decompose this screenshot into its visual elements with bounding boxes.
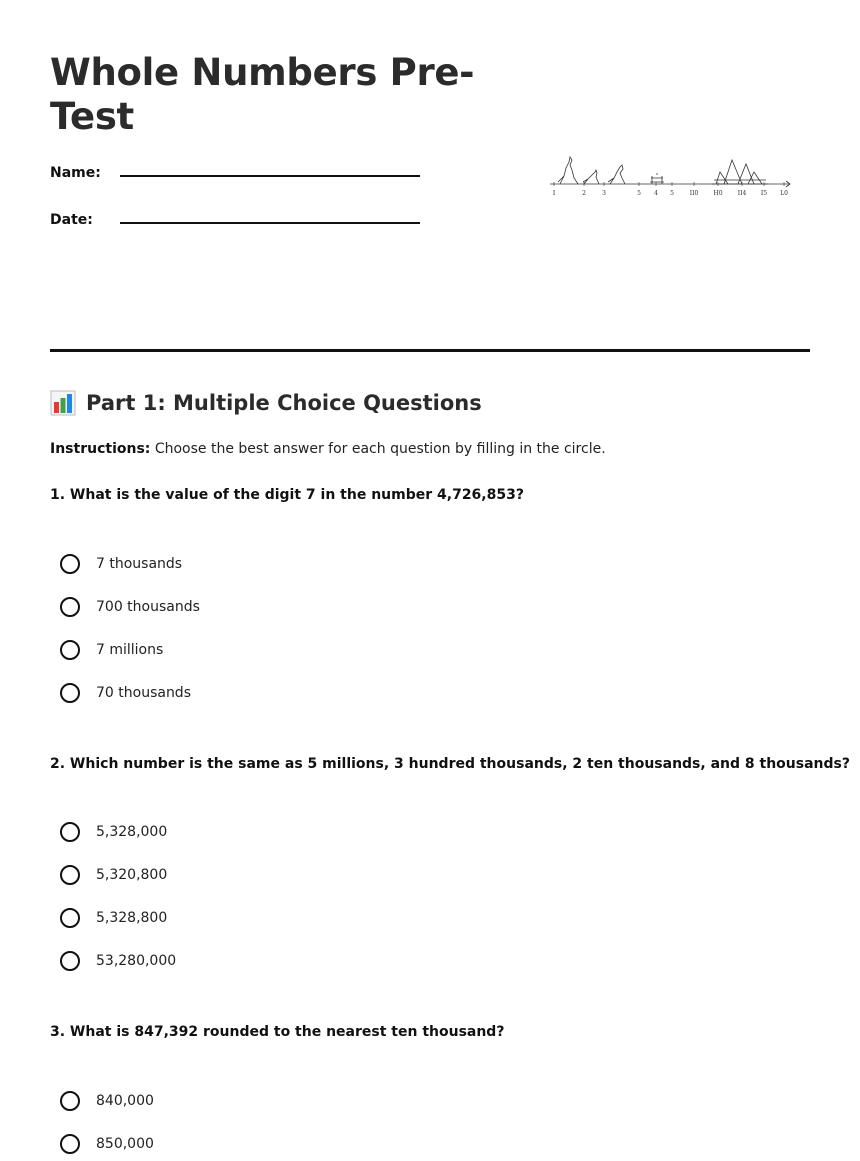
name-label: Name: (50, 165, 101, 181)
option-label: 7 thousands (96, 556, 183, 572)
bar-blue (67, 394, 72, 413)
tick-label: I (552, 190, 556, 197)
tick-label: 5 (670, 190, 674, 197)
option-label: 5,328,000 (96, 824, 168, 840)
tick-label: 2 (582, 190, 586, 197)
question-1: 1. What is the value of the digit 7 in the number 4,726,853? (50, 487, 524, 503)
q1-option-2[interactable] (60, 594, 200, 620)
radio-circle[interactable] (60, 822, 80, 842)
radio-circle[interactable] (60, 554, 80, 574)
radio-circle[interactable] (60, 951, 80, 971)
name-input-line[interactable] (120, 175, 420, 177)
tick-label: H0 (713, 190, 723, 197)
section-heading (50, 390, 482, 416)
radio-circle[interactable] (60, 908, 80, 928)
page-title: Whole Numbers Pre-Test (50, 51, 475, 138)
q2-option-4[interactable] (60, 948, 176, 974)
section-title-text: Part 1: Multiple Choice Questions (86, 391, 482, 415)
q1-option-4[interactable] (60, 680, 191, 706)
kangaroo-icon (608, 165, 625, 184)
tick-label: II4 (737, 190, 747, 197)
opera-house-icon (712, 160, 768, 184)
instructions (50, 441, 606, 457)
tick-label: 5 (637, 190, 641, 197)
number-line-illustration (548, 148, 794, 204)
radio-circle[interactable] (60, 597, 80, 617)
radio-circle[interactable] (60, 1134, 80, 1154)
question-2: 2. Which number is the same as 5 millions, 3 hundred thousands, 2 ten thousands, and 8 thousands? (50, 756, 850, 772)
option-label: 5,328,800 (96, 910, 168, 926)
option-label: 850,000 (96, 1136, 154, 1152)
tick-label: 3 (602, 190, 606, 197)
date-input-line[interactable] (120, 222, 420, 224)
section-divider (50, 349, 810, 352)
option-label: 840,000 (96, 1093, 154, 1109)
q1-option-1[interactable] (60, 551, 182, 577)
option-label: 70 thousands (96, 685, 191, 701)
bench-icon (650, 174, 664, 184)
option-label: 53,280,000 (96, 953, 177, 969)
kangaroo-icon (583, 170, 599, 184)
question-3: 3. What is 847,392 rounded to the nearest ten thousand? (50, 1024, 505, 1040)
tick-label: I5 (760, 190, 768, 197)
option-label: 700 thousands (96, 599, 200, 615)
q1-option-3[interactable] (60, 637, 163, 663)
date-label: Date: (50, 212, 93, 228)
option-label: 7 millions (96, 642, 164, 658)
kangaroo-icon (558, 157, 578, 184)
q2-option-2[interactable] (60, 862, 167, 888)
q2-option-1[interactable] (60, 819, 167, 845)
tick-label: II0 (689, 190, 699, 197)
instructions-text: Choose the best answer for each question by filling in the circle. (150, 441, 606, 457)
tick-label: 4 (654, 190, 658, 197)
q2-option-3[interactable] (60, 905, 167, 931)
option-label: 5,320,800 (96, 867, 168, 883)
q3-option-2[interactable] (60, 1131, 154, 1157)
radio-circle[interactable] (60, 865, 80, 885)
bar-green (61, 398, 66, 413)
instructions-label: Instructions: (50, 441, 151, 457)
radio-circle[interactable] (60, 1091, 80, 1111)
radio-circle[interactable] (60, 683, 80, 703)
radio-circle[interactable] (60, 640, 80, 660)
q3-option-1[interactable] (60, 1088, 154, 1114)
bar-chart-icon (50, 390, 76, 416)
bar-red (54, 402, 59, 413)
tick-label: L0 (780, 190, 788, 197)
